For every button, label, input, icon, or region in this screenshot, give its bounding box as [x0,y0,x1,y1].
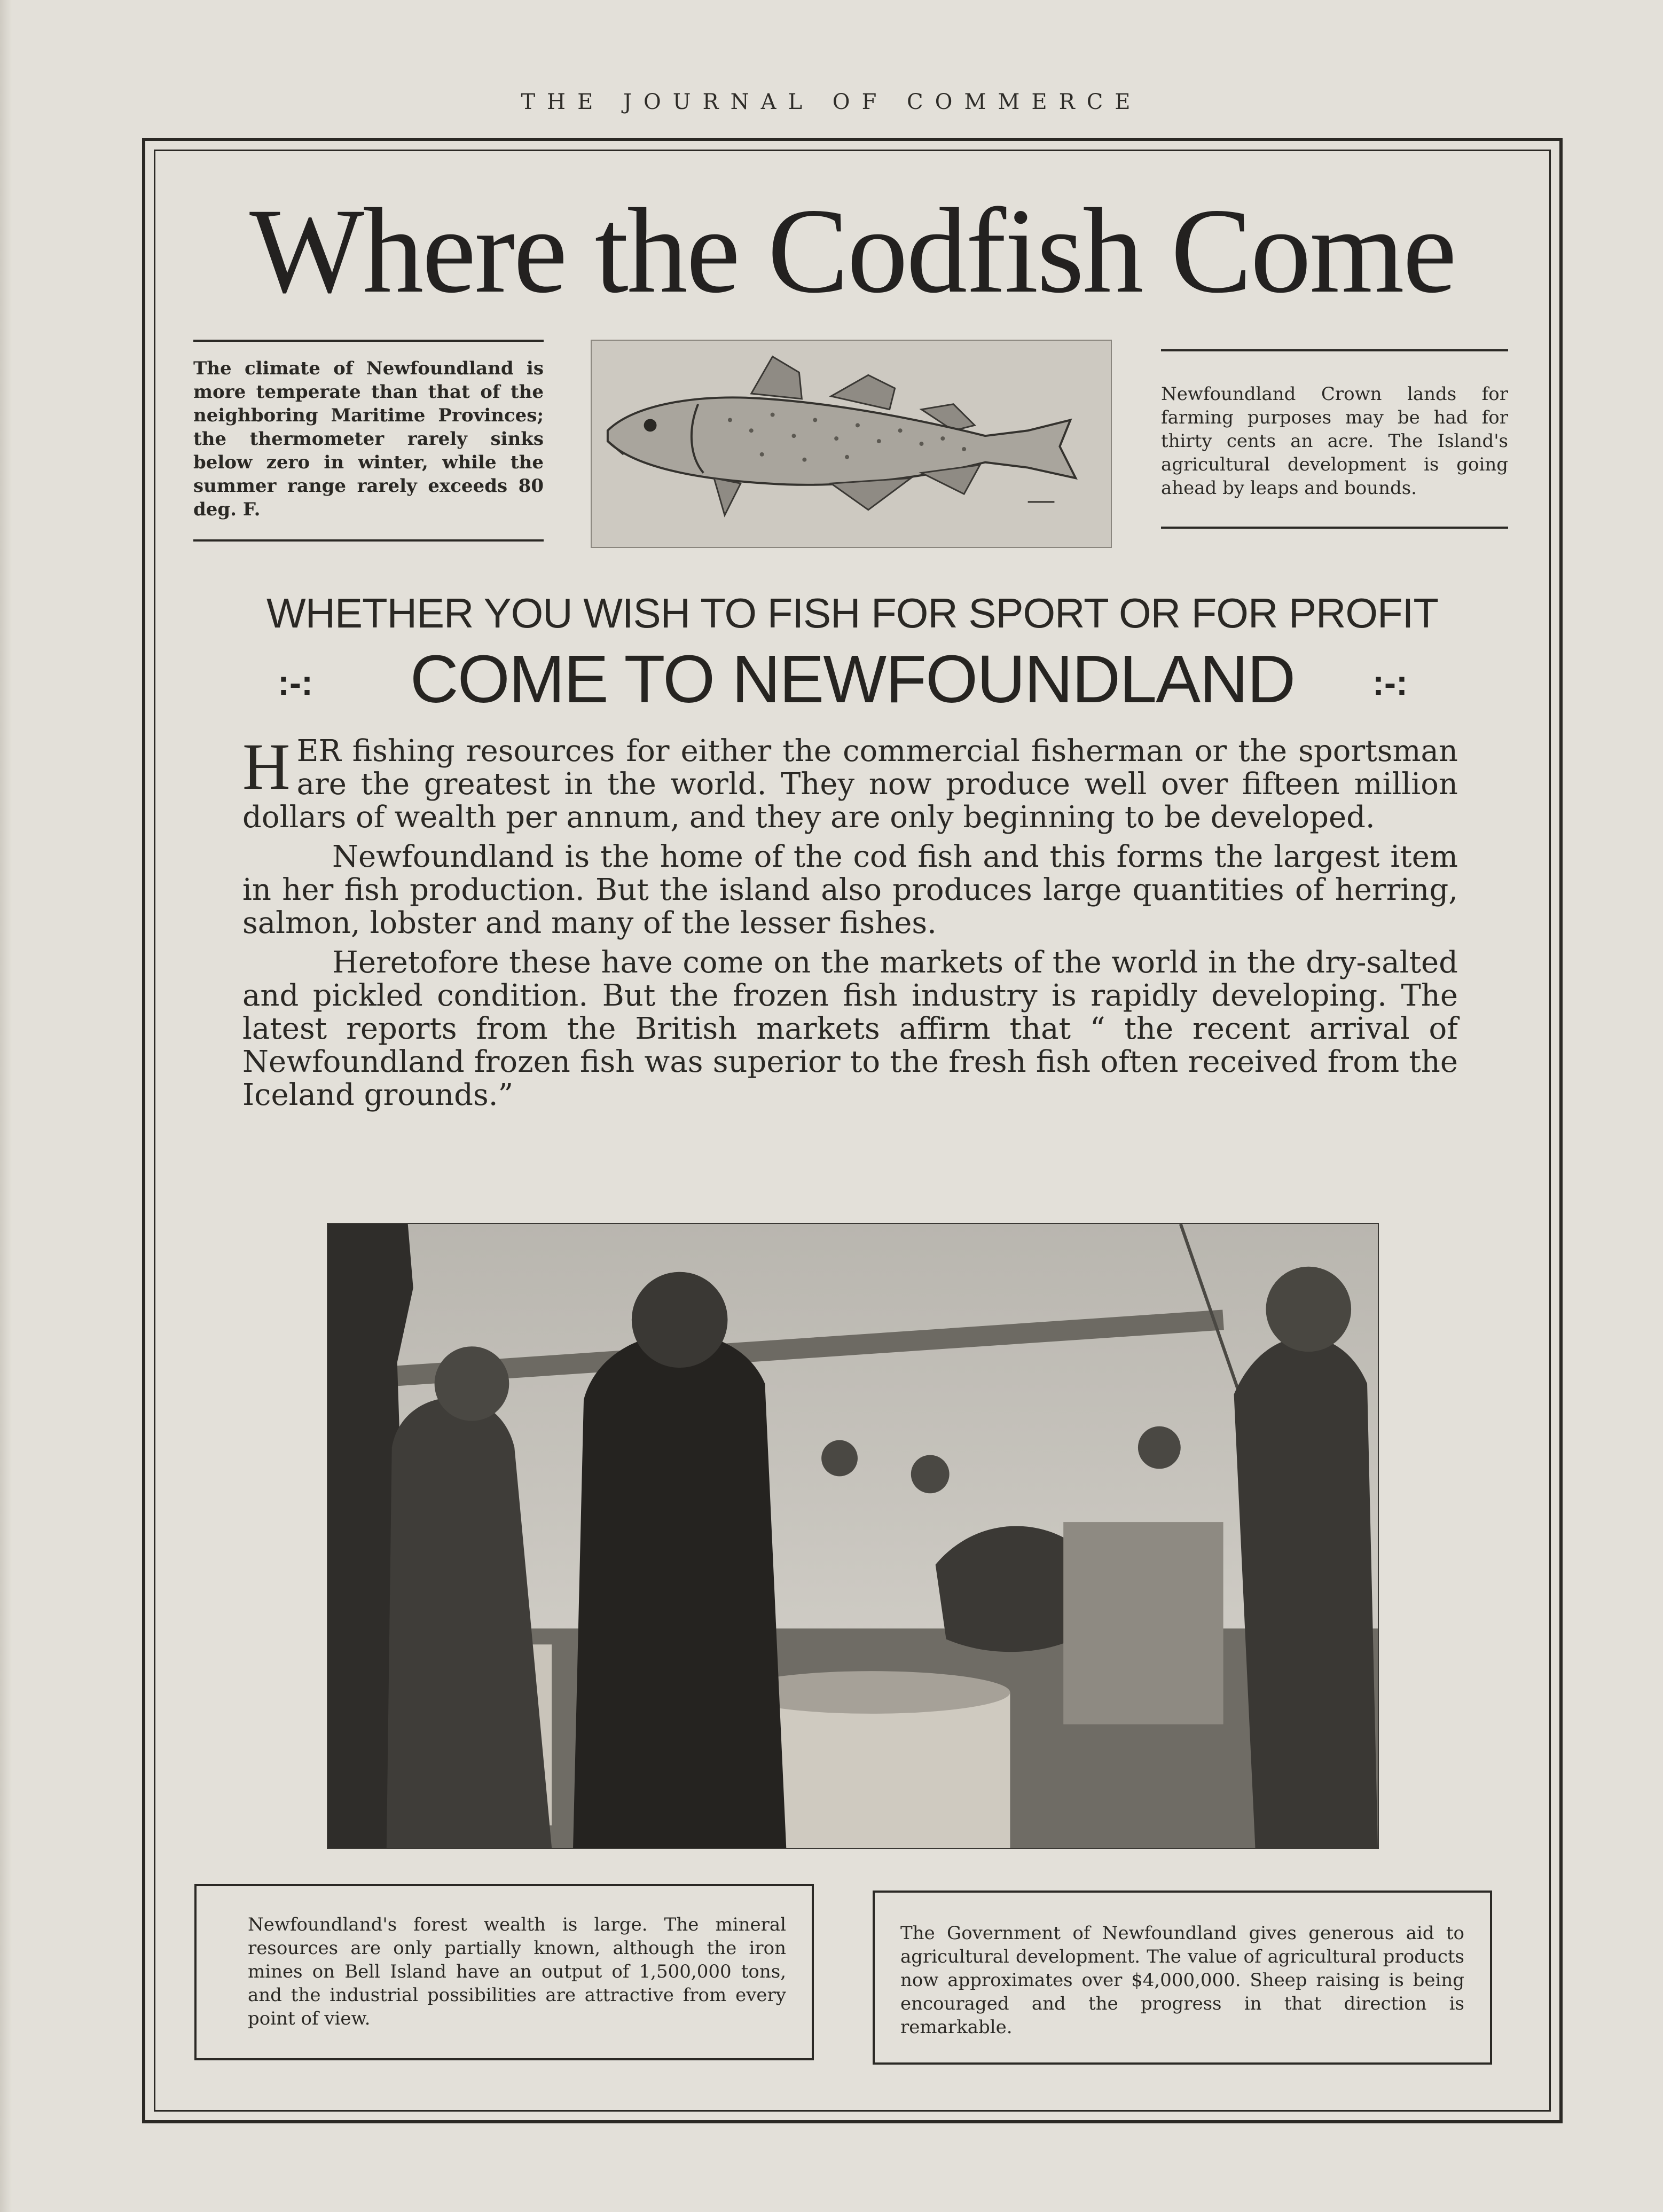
climate-note: The climate of Newfoundland is more temperate than that of the neighboring Maritime Provinces; the thermometer rarely sinks below zero in winter, while the summer range rarely exceeds 80 deg. F. [193,340,544,542]
crown-lands-note: Newfoundland Crown lands for farming purposes may be had for thirty cents an acre. The Island's agricultural development is going ahead by leaps and bounds. [1161,349,1508,529]
paragraph-3: Heretofore these have come on the markets of the world in the dry-salted and pickled condition. But the frozen fish industry is rapidly developing. The latest reports from the British markets affirm that “ the recent arrival of Newfoundland frozen fish was superior to the fresh fish often received from the Iceland grounds.” [242,945,1458,1112]
agriculture-aid-note: The Government of Newfoundland gives generous aid to agricultural development. The value of agricultural products now approximates over $4,000,000. Sheep raising is being encouraged and the progress in that direction is remarkable. [873,1891,1492,2065]
running-head: THE JOURNAL OF COMMERCE [521,90,1142,114]
forest-wealth-note: Newfoundland's forest wealth is large. The mineral resources are only partially known, although the iron mines on Bell Island have an output of 1,500,000 tons, and the industrial possibilities are attractive from every point of view. [194,1884,814,2060]
codfish-drawing [592,341,1111,547]
ornament-right: :-: [1372,663,1408,702]
drop-cap: H [242,730,291,803]
fishermen-photograph [328,1224,1378,1848]
paragraph-1-text: ER fishing resources for either the commercial fisherman or the sportsman are the greatest in the world. They now produce well over fifteen million dollars of wealth per annum, and they are only beginning to be developed. [242,734,1458,835]
codfish-illustration [591,340,1112,548]
page-edge [0,0,12,2212]
banner-title: COME TO NEWFOUNDLAND [410,641,1295,717]
paragraph-2: Newfoundland is the home of the cod fish and this forms the largest item in her fish production. But the island also produces large quantities of herring, salmon, lobster and many of the lesser fishes. [242,840,1458,940]
paragraph-1 [242,730,1458,835]
body-copy [242,730,1458,1112]
fishermen-photo [327,1223,1379,1849]
subheading: WHETHER YOU WISH TO FISH FOR SPORT OR FOR PROFIT [266,590,1438,637]
headline: Where the Codfish Come [249,184,1455,318]
ornament-left: :-: [278,663,313,702]
come-to-newfoundland-banner [154,642,1551,717]
